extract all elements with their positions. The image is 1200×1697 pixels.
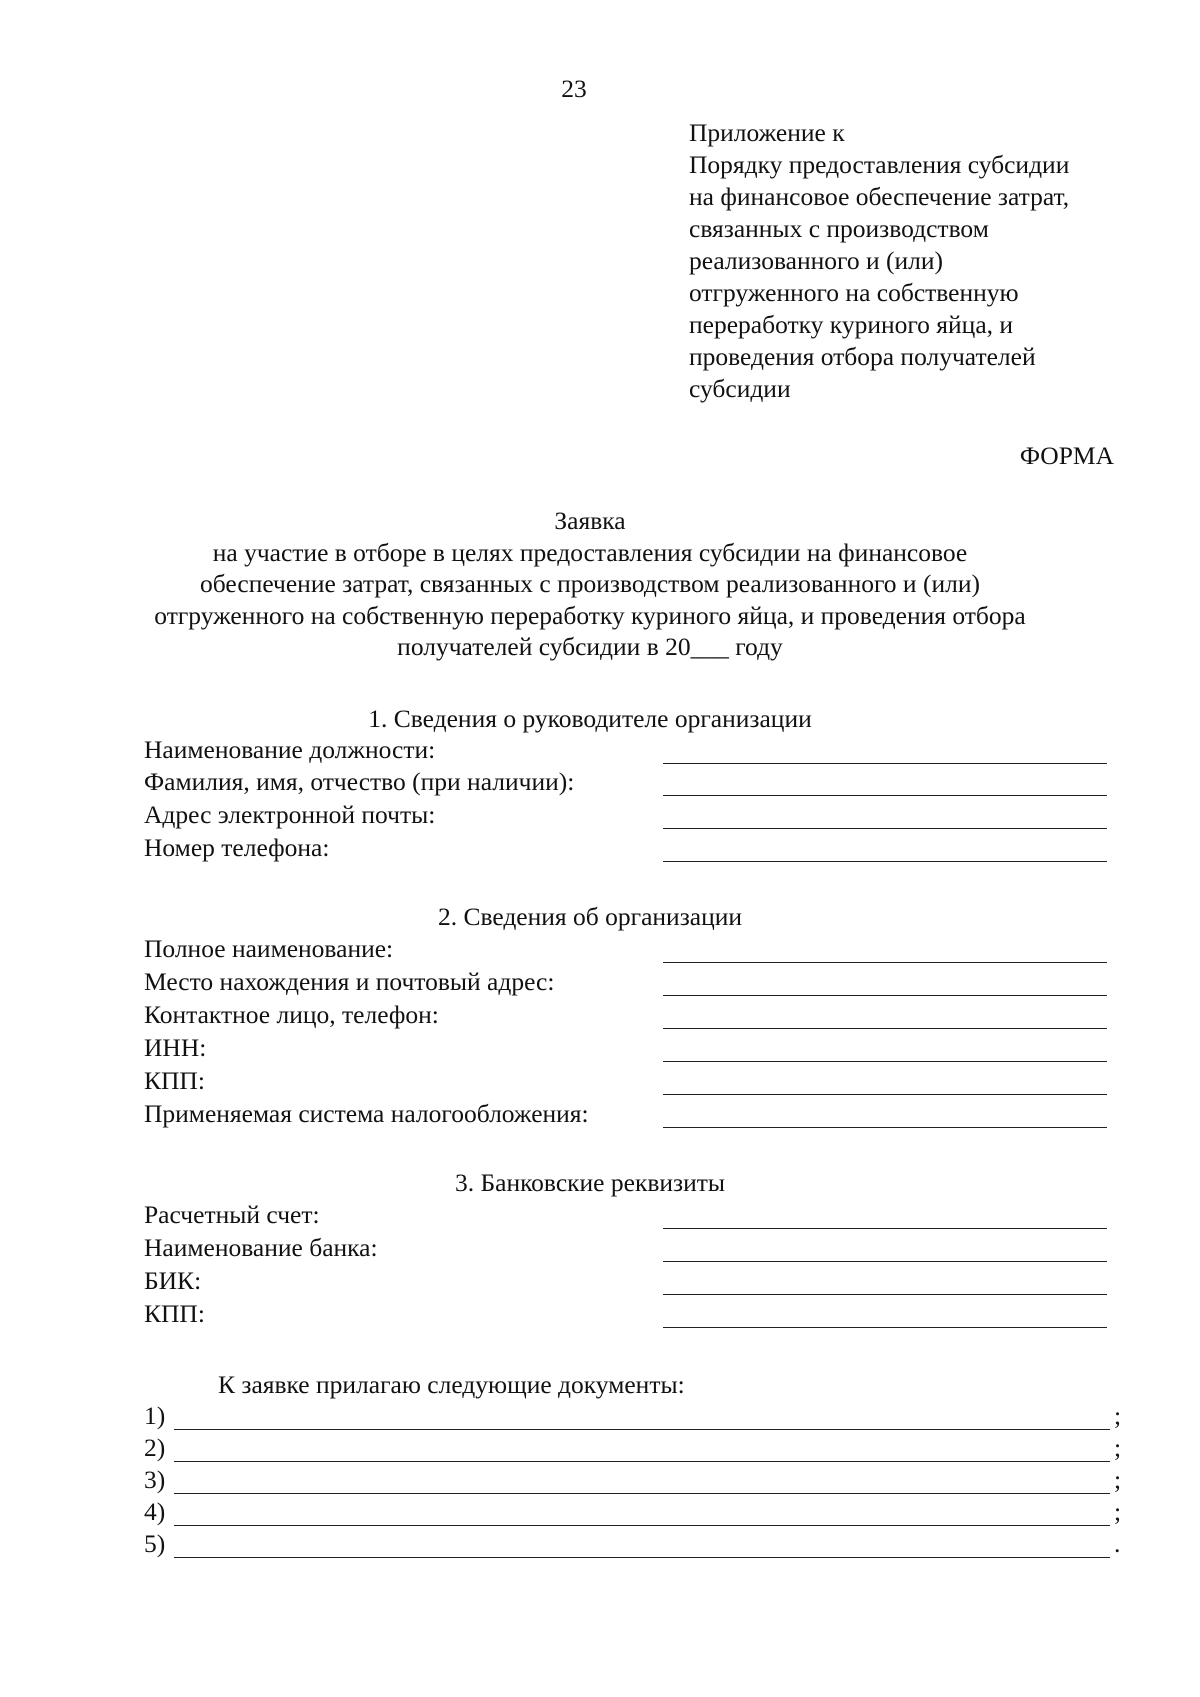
field-label: Наименование банка:	[144, 1233, 378, 1262]
attachment-punctuation: ;	[1114, 1497, 1122, 1526]
appendix-line: на финансовое обеспечение затрат,	[689, 182, 1070, 211]
application-title	[110, 505, 1070, 663]
field-phone	[144, 832, 1110, 864]
field-kpp	[144, 1065, 1110, 1097]
field-bank-kpp	[144, 1298, 1110, 1330]
field-label: Адрес электронной почты:	[144, 800, 436, 829]
contact-person-input-line[interactable]	[663, 1028, 1107, 1029]
field-org-address	[144, 966, 1110, 998]
attachment-item	[144, 1496, 1122, 1528]
attachment-item	[144, 1528, 1119, 1560]
section-heading-bank-details: 3. Банковские реквизиты	[454, 1168, 726, 1197]
field-label: КПП:	[144, 1299, 205, 1328]
field-bik	[144, 1265, 1110, 1297]
field-position-title	[144, 734, 1110, 766]
attachment-number: 4)	[144, 1497, 166, 1526]
org-full-name-input-line[interactable]	[663, 962, 1107, 963]
field-label: Фамилия, имя, отчество (при наличии):	[144, 767, 575, 796]
field-label: Полное наименование:	[144, 934, 394, 963]
attachment-number: 1)	[144, 1401, 166, 1430]
attachment-number: 5)	[144, 1529, 166, 1558]
field-email	[144, 799, 1110, 831]
section-heading-manager: 1. Сведения о руководителе организации	[368, 704, 812, 733]
field-contact-person	[144, 999, 1110, 1031]
appendix-line: субсидии	[689, 374, 791, 403]
page-number: 23	[561, 74, 587, 103]
field-inn	[144, 1032, 1110, 1064]
attachment-input-line[interactable]	[174, 1461, 1110, 1462]
field-label: Наименование должности:	[144, 735, 436, 764]
tax-system-input-line[interactable]	[663, 1127, 1107, 1128]
field-label: Контактное лицо, телефон:	[144, 1000, 439, 1029]
title-line: отгруженного на собственную переработку куриного яйца, и проведения отбора	[154, 600, 1026, 630]
attachment-punctuation: ;	[1114, 1465, 1122, 1494]
appendix-line: проведения отбора получателей	[689, 342, 1036, 371]
section-heading-organization: 2. Сведения об организации	[437, 902, 743, 931]
title-line: обеспечение затрат, связанных с производством реализованного и (или)	[200, 569, 980, 598]
appendix-line: переработку куриного яйца, и	[689, 310, 1014, 339]
kpp-input-line[interactable]	[663, 1094, 1107, 1095]
phone-input-line[interactable]	[663, 861, 1107, 862]
field-label: БИК:	[144, 1266, 202, 1295]
attachment-item	[144, 1400, 1122, 1432]
bik-input-line[interactable]	[663, 1294, 1107, 1295]
bank-name-input-line[interactable]	[663, 1261, 1107, 1262]
appendix-note	[689, 117, 1189, 405]
inn-input-line[interactable]	[663, 1061, 1107, 1062]
attachment-input-line[interactable]	[174, 1525, 1110, 1526]
field-full-name	[144, 766, 1110, 798]
title-heading: Заявка	[554, 506, 626, 535]
attachment-input-line[interactable]	[174, 1429, 1110, 1430]
attachments-intro: К заявке прилагаю следующие документы:	[218, 1370, 685, 1399]
email-input-line[interactable]	[663, 828, 1107, 829]
appendix-line: Приложение к	[689, 118, 845, 147]
attachment-item	[144, 1464, 1122, 1496]
attachment-item	[144, 1432, 1122, 1464]
attachment-punctuation: ;	[1114, 1401, 1122, 1430]
attachment-punctuation: ;	[1114, 1433, 1122, 1462]
title-line: на участие в отборе в целях предоставления субсидии на финансовое	[212, 537, 968, 567]
attachment-number: 2)	[144, 1433, 166, 1462]
bank-kpp-input-line[interactable]	[663, 1327, 1107, 1328]
attachment-input-line[interactable]	[174, 1557, 1110, 1558]
field-label: ИНН:	[144, 1033, 207, 1062]
field-tax-system	[144, 1098, 1110, 1130]
field-org-full-name	[144, 933, 1110, 965]
field-label: Номер телефона:	[144, 833, 330, 862]
attachment-punctuation: .	[1114, 1529, 1121, 1558]
field-bank-name	[144, 1232, 1110, 1264]
title-line: получателей субсидии в 20___ году	[397, 632, 783, 661]
position-title-input-line[interactable]	[663, 763, 1107, 764]
field-label: Место нахождения и почтовый адрес:	[144, 967, 555, 996]
appendix-line: отгруженного на собственную	[689, 278, 1019, 307]
attachment-number: 3)	[144, 1465, 166, 1494]
field-label: Расчетный счет:	[144, 1200, 320, 1229]
form-label: ФОРМА	[1019, 441, 1114, 470]
appendix-line: связанных с производством	[689, 214, 989, 243]
bank-account-input-line[interactable]	[663, 1228, 1107, 1229]
org-address-input-line[interactable]	[663, 995, 1107, 996]
appendix-line: реализованного и (или)	[689, 246, 944, 275]
full-name-input-line[interactable]	[663, 795, 1107, 796]
field-bank-account	[144, 1199, 1110, 1231]
appendix-line: Порядку предоставления субсидии	[689, 150, 1070, 179]
attachment-input-line[interactable]	[174, 1493, 1110, 1494]
field-label: Применяемая система налогообложения:	[144, 1099, 589, 1128]
field-label: КПП:	[144, 1066, 205, 1095]
